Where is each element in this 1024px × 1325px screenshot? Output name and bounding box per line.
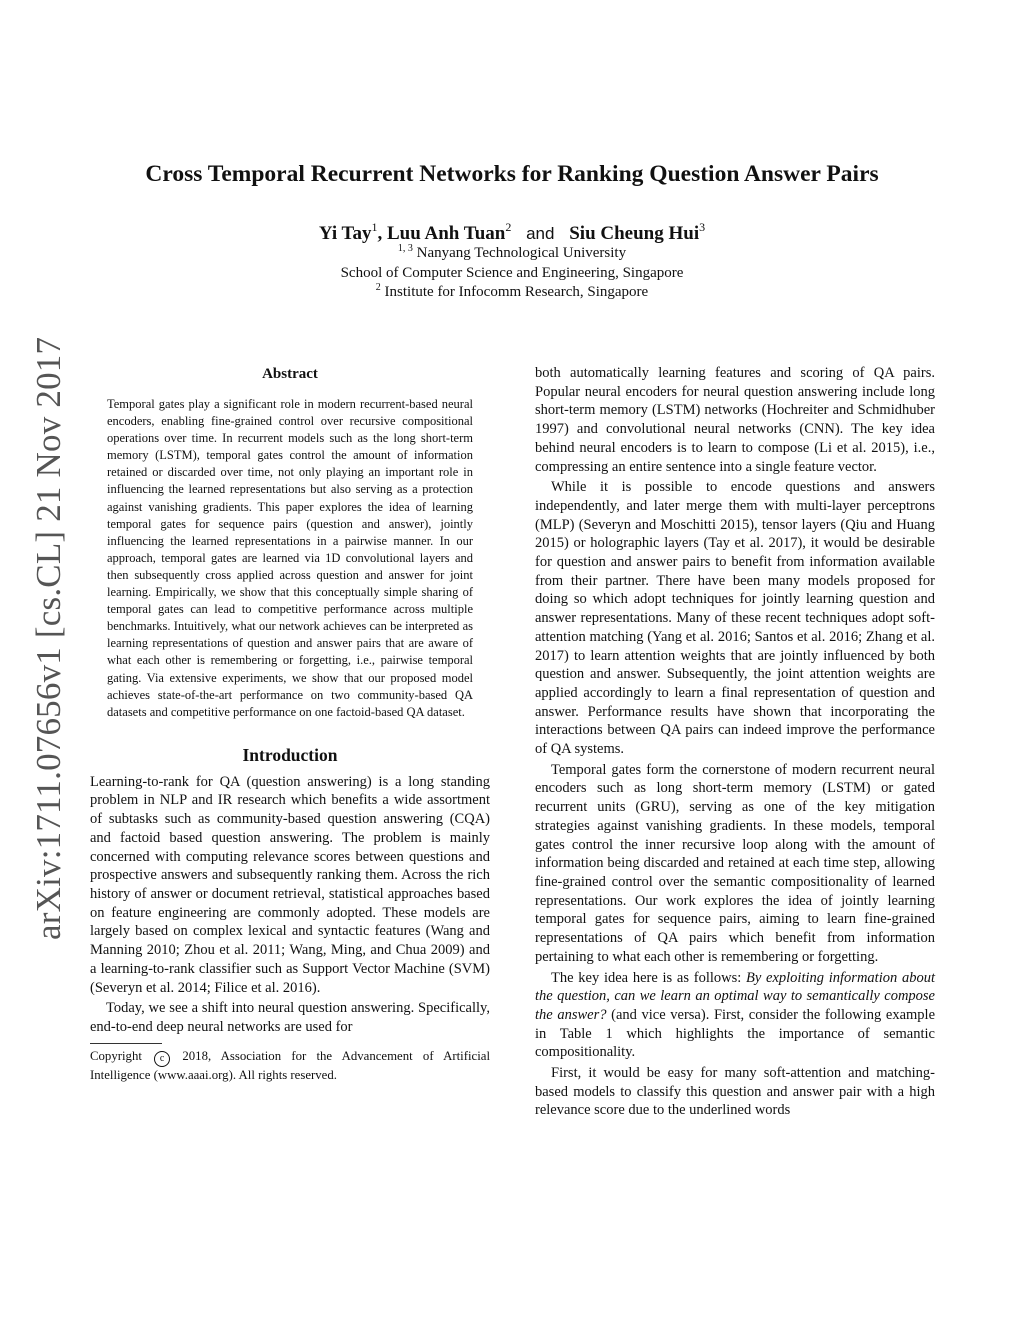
paragraph: First, it would be easy for many soft-attention and matching-based models to classify this question and answer pair with a high relevance score due to the underlined words <box>535 1065 935 1119</box>
affiliation-text: Institute for Infocomm Research, Singapore <box>384 284 649 300</box>
paragraph: both automatically learning features and scoring of QA pairs. Popular neural encoders for neural question answering include long short-term memory (LSTM) networks (Hochreiter and Schmidhuber 1997) and convolutional neural networks (CNN). The key idea behind neural encoders is to learn to compose (Li et al. 2015), i.e., compressing an entire sentence into a single feature vector. <box>535 365 935 475</box>
affiliation <box>90 244 934 264</box>
affiliation-text: School of Computer Science and Engineering, Singapore <box>340 264 684 281</box>
author-sup: 3 <box>699 220 706 234</box>
affiliation <box>90 264 934 284</box>
author-separator: , <box>377 223 383 244</box>
footnote-copyright-word: Copyright <box>90 1048 142 1063</box>
introduction-heading: Introduction <box>242 744 338 765</box>
affiliation <box>90 283 934 303</box>
abstract-text: Temporal gates play a significant role in modern recurrent-based neural encoders, enabling fine-grained control over recursive compositional operations over time. In recurrent models such as the long short-term memory (LSTM), temporal gates control the amount of information retained or discarded over time, not only playing an important role in influencing the learned representations but also serving as a protection against vanishing gradients. This paper explores the idea of learning temporal gates for sequence pairs (question and answer), jointly influencing the learned representations in a pairwise manner. In our approach, temporal gates are learned via 1D convolutional layers and then subsequently cross applied across question and answer for joint learning. Empirically, we show that this conceptually simple sharing of temporal gates can lead to competitive performance across multiple benchmarks. Intuitively, what our network achieves can be interpreted as learning representations of question and answer pairs that are aware of what each other is remembering or forgetting, i.e., pairwise temporal gating. Via extensive experiments, we show that our proposed model achieves state-of-the-art performance on two community-based QA datasets and competitive performance on one factoid-based QA dataset. <box>107 397 473 719</box>
paragraph-italic: By exploiting information about the question, can we learn an optimal way to semantically compose the answer? <box>535 969 935 1023</box>
copyright-symbol: c <box>154 1051 170 1067</box>
paragraph: Today, we see a shift into neural question answering. Specifically, end-to-end deep neural networks are used for <box>90 1000 490 1035</box>
paragraph: While it is possible to encode questions and answers independently, and later merge them with multi-layer perceptrons (MLP) (Severyn and Moschitti 2015), tensor layers (Qiu and Huang 2015) or holographic layers (Tay et al. 2017), it would be desirable for question and answer pairs to benefit from information available from their partner. There have been many models proposed for doing so which adopt techniques for jointly learning question and answer representations. Many of these recent techniques adopt soft-attention matching (Yang et al. 2016; Santos et al. 2016; Zhang et al. 2017) to learn attention weights that are jointly influenced by both question and answer. Subsequently, the joint attention weights are applied accordingly to learn a final representation of question and answer. Performance results have shown that incorporating the interactions between QA pairs can indeed improve the performance of QA systems. <box>535 479 935 758</box>
left-column <box>90 364 490 1084</box>
author-name: Luu Anh Tuan <box>387 223 506 244</box>
affiliation-sup: 1, 3 <box>397 243 413 254</box>
author-sup: 2 <box>505 220 512 234</box>
affiliation-text: Nanyang Technological University <box>416 245 627 261</box>
footnote-text: 2018, Association for the Advancement of Artificial Intelligence (www.aaai.org). All rights reserved. <box>90 1048 490 1082</box>
affiliation-sup: 2 <box>375 282 381 293</box>
author-sup: 1 <box>371 220 378 234</box>
author-and: and <box>526 224 555 243</box>
abstract-heading: Abstract <box>262 366 318 382</box>
paragraph <box>535 969 935 1063</box>
paragraph-lead: The key idea here is as follows: <box>551 969 742 986</box>
author-name: Yi Tay <box>318 223 372 244</box>
right-column <box>535 364 935 1120</box>
paragraph: Temporal gates form the cornerstone of modern recurrent neural encoders such as long short-term memory (LSTM) or gated recurrent units (GRU), serving as one of the key mitigation strategies against vanishing gradients. In these models, temporal gates control the inner recursive loop along with the amount of information being discarded and retained at each time step, allowing fine-grained control over the semantic compositionality of learned representations. Our work explores the idea of jointly learning temporal gates for sequence pairs, aiming to learn fine-grained representations of QA pairs which benefit from information pertaining to what each other is remembering or forgetting. <box>535 761 935 965</box>
paragraph: Learning-to-rank for QA (question answering) is a long standing problem in NLP and IR research which benefits a wide assortment of subtasks such as community-based question answering (CQA) and factoid based question answering. The problem is mainly concerned with computing relevance scores between questions and prospective answers and subsequently ranking them. Across the rich history of answer or document retrieval, statistical approaches based on feature engineering are commonly adopted. These models are largely based on complex lexical and syntactic features (Wang and Manning 2010; Zhou et al. 2011; Wang, Ming, and Chua 2009) and a learning-to-rank classifier such as Support Vector Machine (SVM) (Severyn et al. 2014; Filice et al. 2016). <box>90 773 490 996</box>
author-name: Siu Cheung Hui <box>569 223 700 244</box>
arxiv-identifier: arXiv:1711.07656v1 [cs.CL] 21 Nov 2017 <box>29 336 68 940</box>
footnote-divider <box>90 1043 162 1044</box>
copyright-footnote <box>90 1048 490 1084</box>
affiliations <box>90 244 934 303</box>
paragraph-tail: (and vice versa). First, consider the following example in Table 1 which highlights the importance of semantic compositionality. <box>535 1006 935 1061</box>
paper-title: Cross Temporal Recurrent Networks for Ranking Question Answer Pairs <box>145 161 879 187</box>
